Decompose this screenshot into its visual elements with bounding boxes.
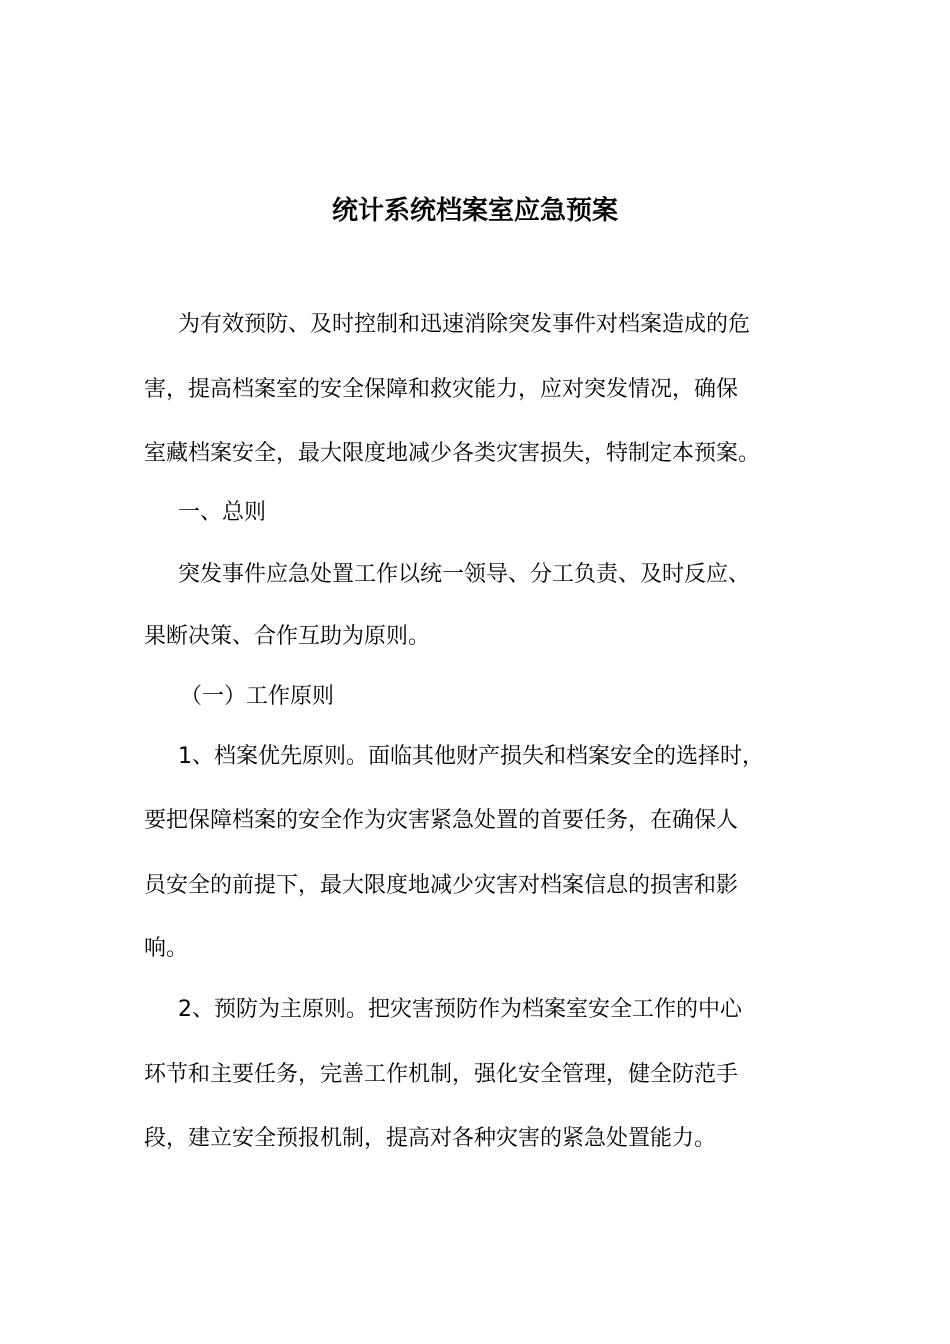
paragraph-line: 突发事件应急处置工作以统一领导、分工负责、及时反应、 — [178, 562, 751, 587]
paragraph-line: 员安全的前提下，最大限度地减少灾害对档案信息的损害和影 — [144, 873, 739, 898]
paragraph-line: 响。 — [144, 936, 189, 961]
section-heading: 一、总则 — [178, 500, 267, 525]
paragraph-line: 室藏档案安全，最大限度地减少各类灾害损失，特制定本预案。 — [144, 441, 761, 466]
paragraph-line: 环节和主要任务，完善工作机制，强化安全管理，健全防范手 — [144, 1062, 739, 1087]
document-title: 统计系统档案室应急预案 — [331, 196, 618, 226]
paragraph-line: 要把保障档案的安全作为灾害紧急处置的首要任务，在确保人 — [144, 808, 739, 833]
paragraph-line: 2、预防为主原则。把灾害预防作为档案室安全工作的中心 — [178, 997, 742, 1022]
subsection-heading: （一）工作原则 — [180, 684, 335, 709]
paragraph-line: 为有效预防、及时控制和迅速消除突发事件对档案造成的危 — [178, 312, 751, 337]
paragraph-line: 果断决策、合作互助为原则。 — [144, 624, 431, 649]
paragraph-line: 段，建立安全预报机制，提高对各种灾害的紧急处置能力。 — [144, 1126, 717, 1151]
paragraph-line: 害，提高档案室的安全保障和救灾能力，应对突发情况，确保 — [144, 377, 739, 402]
paragraph-line: 1、档案优先原则。面临其他财产损失和档案安全的选择时， — [178, 744, 764, 769]
